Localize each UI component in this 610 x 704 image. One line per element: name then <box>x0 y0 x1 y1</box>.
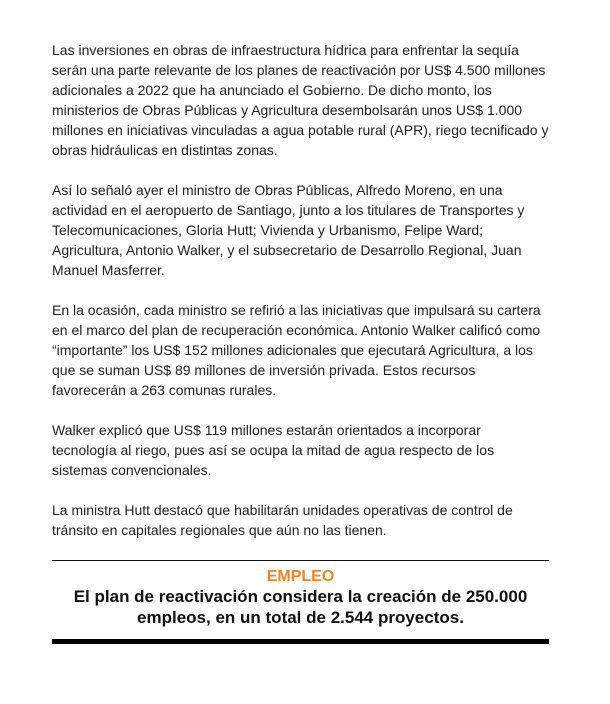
article-body <box>52 40 552 560</box>
article-paragraph: En la ocasión, cada ministro se refirió a las iniciativas que impulsará su cartera en el marco del plan de recuperación económica. Antonio Walker calificó como “importante” los US$ 152 millones adicionales que ejecutará Agricultura, a los que se suman US$ 89 millones de inversión privada. Estos recursos favorecerán a 263 comunas rurales. <box>52 302 541 398</box>
callout-text: El plan de reactivación considera la creación de 250.000 empleos, en un total de 2.544 proyectos. <box>73 587 528 627</box>
callout-kicker: EMPLEO <box>266 568 335 585</box>
article-paragraph: Walker explicó que US$ 119 millones estarán orientados a incorporar tecnología al riego, pues así se ocupa la mitad de agua respecto de los sistemas convencionales. <box>52 422 495 478</box>
article-paragraph: Así lo señaló ayer el ministro de Obras Públicas, Alfredo Moreno, en una actividad en el aeropuerto de Santiago, junto a los titulares de Transportes y Telecomunicaciones, Gloria Hutt; Vivienda y Urbanismo, Felipe Ward; Agricultura, Antonio Walker, y el subsecretario de Desarrollo Regional, Juan Manuel Masferrer. <box>52 182 525 278</box>
callout-top-divider <box>52 560 549 561</box>
article-paragraph: La ministra Hutt destacó que habilitarán unidades operativas de control de tránsito en capitales regionales que aún no las tienen. <box>52 502 513 538</box>
article-paragraph: Las inversiones en obras de infraestructura hídrica para enfrentar la sequía serán una parte relevante de los planes de reactivación por US$ 4.500 millones adicionales a 2022 que ha anunciado el Gobierno. De dicho monto, los ministerios de Obras Públicas y Agricultura desembolsarán unos US$ 1.000 millones en iniciativas vinculadas a agua potable rural (APR), riego tecnificado y obras hidráulicas en distintas zonas. <box>52 42 549 158</box>
callout-bottom-divider <box>52 639 549 644</box>
highlight-callout <box>52 560 549 644</box>
